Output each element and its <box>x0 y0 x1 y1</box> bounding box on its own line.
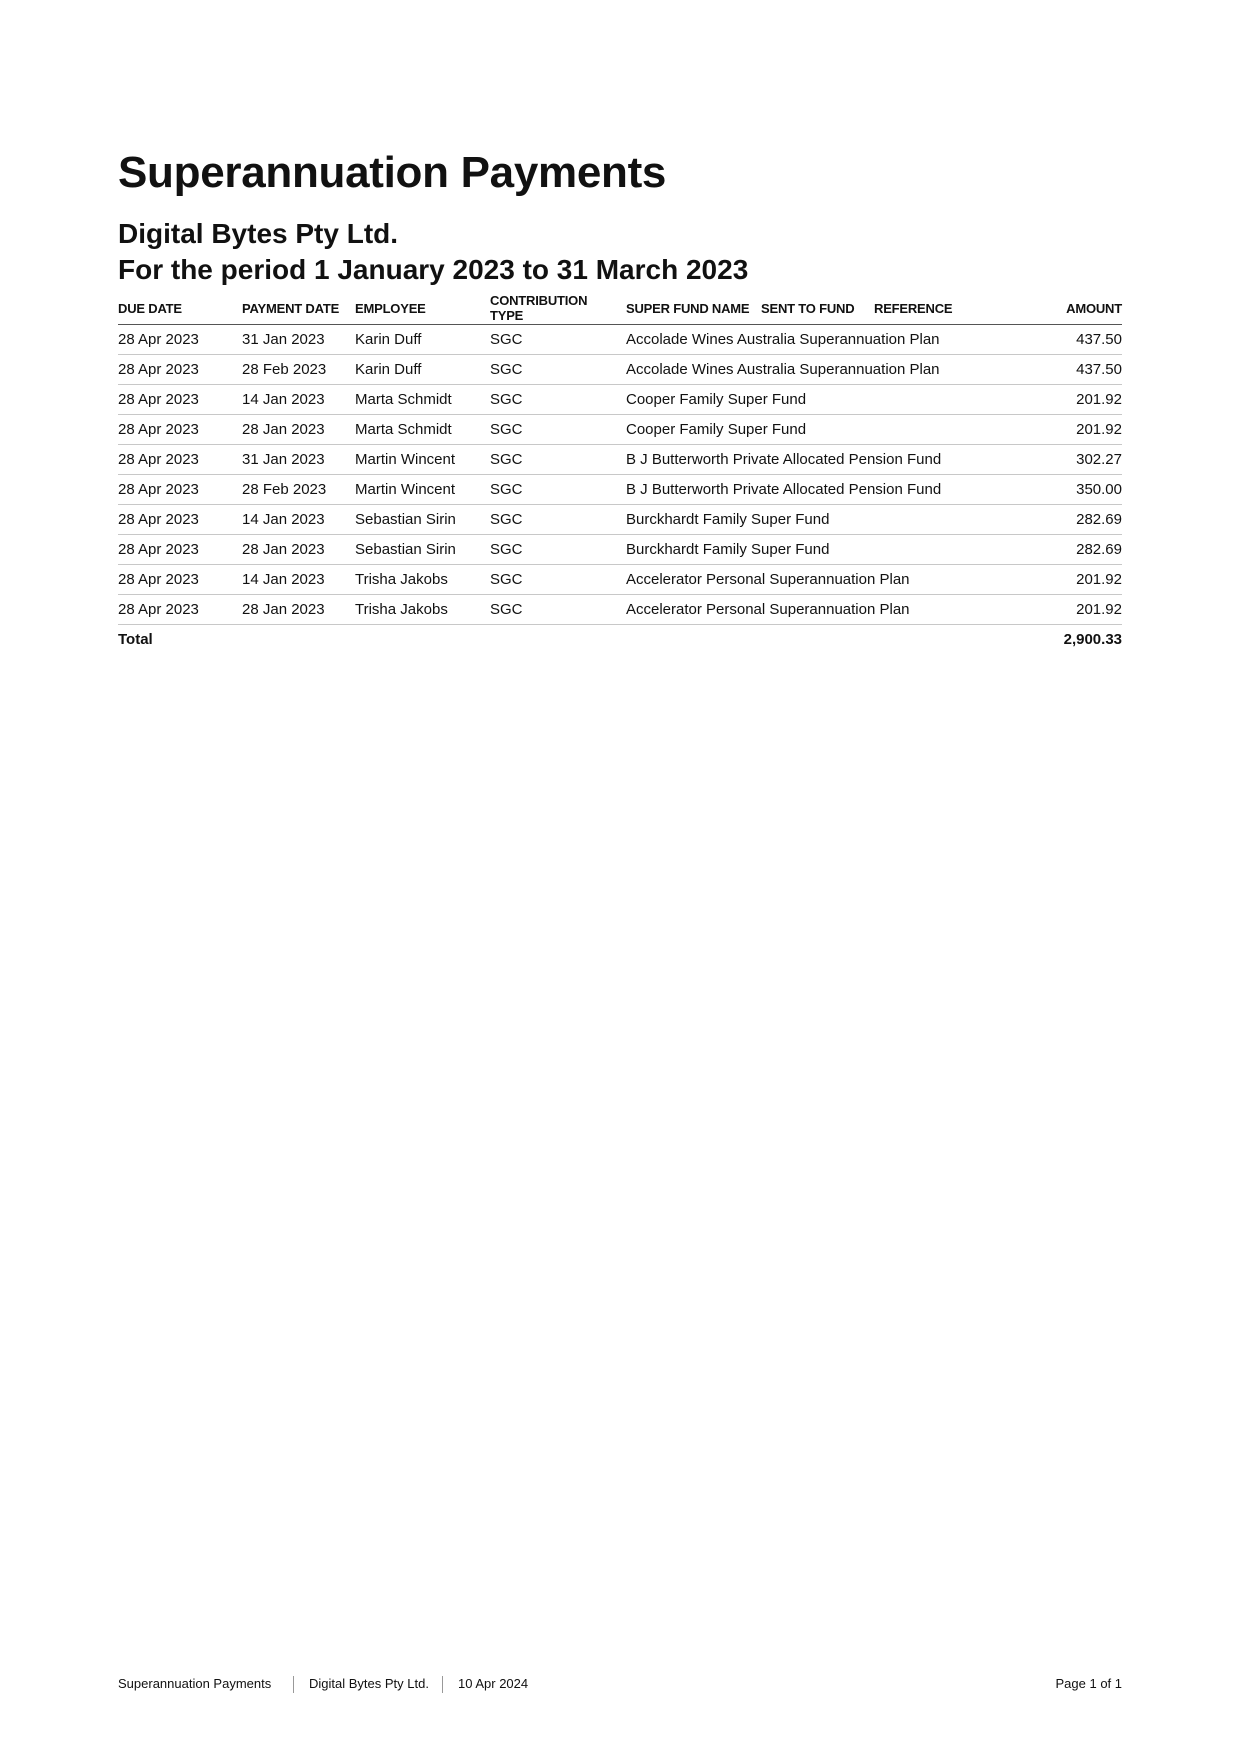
cell-payment-date: 31 Jan 2023 <box>242 451 325 468</box>
cell-amount: 201.92 <box>1076 391 1122 408</box>
column-header-sent-to-fund: SENT TO FUND <box>761 301 855 316</box>
column-header-amount: AMOUNT <box>1066 301 1122 316</box>
cell-contribution-type: SGC <box>490 541 523 558</box>
cell-amount: 201.92 <box>1076 601 1122 618</box>
cell-employee: Marta Schmidt <box>355 421 452 438</box>
table-row <box>118 595 1122 625</box>
cell-due-date: 28 Apr 2023 <box>118 511 199 528</box>
cell-contribution-type: SGC <box>490 331 523 348</box>
cell-payment-date: 28 Jan 2023 <box>242 541 325 558</box>
cell-employee: Trisha Jakobs <box>355 571 448 588</box>
table-row <box>118 355 1122 385</box>
cell-amount: 350.00 <box>1076 481 1122 498</box>
footer-page-number: Page 1 of 1 <box>1055 1676 1122 1691</box>
report-period: For the period 1 January 2023 to 31 March 2023 <box>118 254 749 285</box>
table-body <box>118 325 1122 625</box>
cell-due-date: 28 Apr 2023 <box>118 361 199 378</box>
cell-due-date: 28 Apr 2023 <box>118 601 199 618</box>
table-row <box>118 385 1122 415</box>
table-row <box>118 415 1122 445</box>
footer-organization: Digital Bytes Pty Ltd. <box>309 1676 429 1691</box>
total-label: Total <box>118 631 153 648</box>
cell-employee: Karin Duff <box>355 361 422 378</box>
cell-due-date: 28 Apr 2023 <box>118 421 199 438</box>
cell-employee: Martin Wincent <box>355 451 456 468</box>
cell-super-fund-name: B J Butterworth Private Allocated Pension Fund <box>626 451 942 468</box>
cell-due-date: 28 Apr 2023 <box>118 571 199 588</box>
page-footer <box>118 1676 1122 1696</box>
cell-employee: Martin Wincent <box>355 481 456 498</box>
cell-employee: Trisha Jakobs <box>355 601 448 618</box>
cell-due-date: 28 Apr 2023 <box>118 391 199 408</box>
footer-report-name: Superannuation Payments <box>118 1676 272 1691</box>
table-row <box>118 535 1122 565</box>
cell-super-fund-name: Accolade Wines Australia Superannuation Plan <box>626 361 940 378</box>
column-header-reference: REFERENCE <box>874 301 953 316</box>
payments-table <box>118 288 1122 655</box>
cell-amount: 201.92 <box>1076 421 1122 438</box>
cell-contribution-type: SGC <box>490 601 523 618</box>
table-row <box>118 565 1122 595</box>
cell-payment-date: 14 Jan 2023 <box>242 391 325 408</box>
report-title: Superannuation Payments <box>118 148 667 197</box>
column-header-due-date: DUE DATE <box>118 301 182 316</box>
cell-employee: Karin Duff <box>355 331 422 348</box>
cell-due-date: 28 Apr 2023 <box>118 451 199 468</box>
cell-due-date: 28 Apr 2023 <box>118 481 199 498</box>
cell-super-fund-name: Cooper Family Super Fund <box>626 421 807 438</box>
cell-contribution-type: SGC <box>490 451 523 468</box>
table-row <box>118 505 1122 535</box>
cell-super-fund-name: Accelerator Personal Superannuation Plan <box>626 571 910 588</box>
cell-super-fund-name: Accolade Wines Australia Superannuation Plan <box>626 331 940 348</box>
cell-super-fund-name: Accelerator Personal Superannuation Plan <box>626 601 910 618</box>
organization-name: Digital Bytes Pty Ltd. <box>118 218 399 249</box>
cell-super-fund-name: Burckhardt Family Super Fund <box>626 511 830 528</box>
cell-amount: 282.69 <box>1076 511 1122 528</box>
cell-employee: Marta Schmidt <box>355 391 452 408</box>
cell-due-date: 28 Apr 2023 <box>118 541 199 558</box>
cell-contribution-type: SGC <box>490 571 523 588</box>
table-header <box>118 288 1122 325</box>
cell-super-fund-name: Cooper Family Super Fund <box>626 391 807 408</box>
column-header-contribution-type: CONTRIBUTION TYPE <box>490 293 588 323</box>
cell-super-fund-name: Burckhardt Family Super Fund <box>626 541 830 558</box>
total-row <box>118 625 1122 655</box>
cell-employee: Sebastian Sirin <box>355 541 456 558</box>
cell-payment-date: 28 Feb 2023 <box>242 361 327 378</box>
table-row <box>118 325 1122 355</box>
cell-contribution-type: SGC <box>490 391 523 408</box>
table-row <box>118 475 1122 505</box>
table-row <box>118 445 1122 475</box>
cell-payment-date: 28 Jan 2023 <box>242 601 325 618</box>
footer-divider <box>293 1676 294 1693</box>
cell-super-fund-name: B J Butterworth Private Allocated Pension Fund <box>626 481 942 498</box>
cell-amount: 437.50 <box>1076 361 1122 378</box>
total-amount: 2,900.33 <box>1063 631 1122 648</box>
cell-amount: 302.27 <box>1076 451 1122 468</box>
footer-divider <box>442 1676 443 1693</box>
cell-payment-date: 14 Jan 2023 <box>242 511 325 528</box>
cell-due-date: 28 Apr 2023 <box>118 331 199 348</box>
cell-employee: Sebastian Sirin <box>355 511 456 528</box>
footer-date: 10 Apr 2024 <box>458 1676 529 1691</box>
cell-payment-date: 31 Jan 2023 <box>242 331 325 348</box>
cell-amount: 437.50 <box>1076 331 1122 348</box>
cell-contribution-type: SGC <box>490 511 523 528</box>
cell-contribution-type: SGC <box>490 481 523 498</box>
cell-payment-date: 28 Feb 2023 <box>242 481 327 498</box>
cell-contribution-type: SGC <box>490 421 523 438</box>
column-header-payment-date: PAYMENT DATE <box>242 301 340 316</box>
cell-payment-date: 28 Jan 2023 <box>242 421 325 438</box>
cell-contribution-type: SGC <box>490 361 523 378</box>
cell-amount: 201.92 <box>1076 571 1122 588</box>
cell-amount: 282.69 <box>1076 541 1122 558</box>
column-header-employee: EMPLOYEE <box>355 301 426 316</box>
cell-payment-date: 14 Jan 2023 <box>242 571 325 588</box>
column-header-super-fund-name: SUPER FUND NAME <box>626 301 750 316</box>
